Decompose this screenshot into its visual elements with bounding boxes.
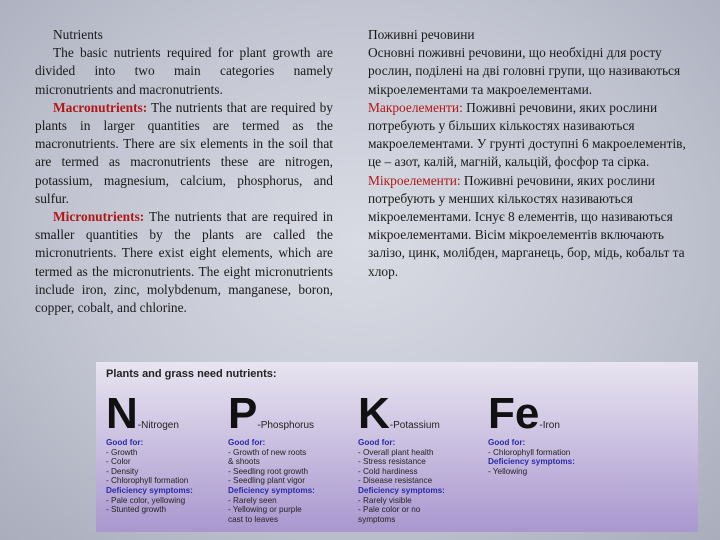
micro-label-uk: Мікроелементи: <box>368 172 461 188</box>
element-name: -Potassium <box>389 420 440 431</box>
good-for-item: - Seedling plant vigor <box>228 476 305 486</box>
element-symbol: K <box>358 389 390 438</box>
ukrainian-intro: Основні поживні речовини, що необхідні для росту рослин, поділені на дві головні групи, що називаються мікроелементами та макроелементами. <box>368 45 681 97</box>
good-for-item: - Color <box>106 457 131 467</box>
macronutrients-label: Macronutrients: <box>53 99 148 115</box>
good-for-item: - Cold hardiness <box>358 466 418 476</box>
deficiency-item: - Yellowing or purple <box>228 505 302 515</box>
deficiency-label: Deficiency symptoms: <box>228 485 315 495</box>
ukrainian-text-column <box>368 26 690 281</box>
good-for-label: Good for: <box>106 438 144 447</box>
deficiency-item: - Stunted growth <box>106 505 167 515</box>
element-header <box>228 389 368 438</box>
good-for-item: - Disease resistance <box>358 476 433 486</box>
element-details <box>488 438 628 476</box>
element-name: -Phosphorus <box>257 420 315 431</box>
poster-element-2 <box>358 389 498 524</box>
deficiency-item: - Pale color, yellowing <box>106 495 186 505</box>
deficiency-item: symptoms <box>358 514 396 524</box>
poster-element-3 <box>488 389 628 476</box>
element-symbol: N <box>106 389 138 438</box>
good-for-item: - Density <box>106 466 139 476</box>
english-text-column <box>35 26 333 317</box>
element-details <box>228 438 368 524</box>
element-header <box>358 389 498 438</box>
good-for-item: - Stress resistance <box>358 457 426 467</box>
element-details <box>106 438 246 515</box>
good-for-item: - Growth <box>106 447 138 457</box>
good-for-label: Good for: <box>358 438 396 447</box>
deficiency-item: - Pale color or no <box>358 505 421 515</box>
poster-title: Plants and grass need nutrients: <box>106 368 277 380</box>
good-for-item: - Chlorophyll formation <box>488 447 571 457</box>
deficiency-item: - Yellowing <box>488 466 528 476</box>
element-header <box>106 389 246 438</box>
english-micronutrients-paragraph: Micronutrients: The nutrients that are required in smaller quantities by the plants are called the micronutrients. There exist eight elements, which are termed as the micronutrients. The eight micronutrients include iron, zinc, molybdenum, manganese, boron, copper, cobalt, and chlorine. <box>35 209 333 316</box>
ukrainian-micro-paragraph: Мікроелементи: Поживні речовини, яких рослини потребують у менших кількостях називаються мікроелементами. Існує 8 елементів, що називаються мікроелементами. Вісім мікроелементів включають залізо, цинк, молібден, марганець, бор, мідь, кобальт та хлор. <box>368 172 685 279</box>
deficiency-label: Deficiency symptoms: <box>358 485 445 495</box>
good-for-item: & shoots <box>228 457 260 467</box>
good-for-label: Good for: <box>488 438 526 447</box>
element-symbol: P <box>228 389 258 438</box>
element-header <box>488 389 628 438</box>
english-macronutrients-paragraph: Macronutrients: The nutrients that are required by plants in larger quantities are termed as the macronutrients. There are six elements in the soil that are termed as macronutrients these are nitrogen, potassium, magnesium, calcium, phosphorus, and sulfur. <box>35 99 333 206</box>
deficiency-label: Deficiency symptoms: <box>106 485 193 495</box>
good-for-item: - Seedling root growth <box>228 466 309 476</box>
poster-element-1 <box>228 389 368 524</box>
ukrainian-heading: Поживні речовини <box>368 27 475 42</box>
good-for-item: - Chlorophyll formation <box>106 476 189 486</box>
english-heading: Nutrients <box>53 27 103 42</box>
micronutrients-label: Micronutrients: <box>53 209 145 225</box>
deficiency-item: cast to leaves <box>228 514 279 524</box>
good-for-item: - Overall plant health <box>358 447 434 457</box>
deficiency-label: Deficiency symptoms: <box>488 457 575 467</box>
english-intro: The basic nutrients required for plant growth are divided into two main categories namely micronutrients and macronutrients. <box>35 45 333 97</box>
element-details <box>358 438 498 524</box>
element-symbol: Fe <box>488 389 540 438</box>
macro-label-uk: Макроелементи: <box>368 99 463 115</box>
good-for-label: Good for: <box>228 438 266 447</box>
element-name: -Iron <box>539 420 560 431</box>
nutrients-poster-image <box>96 362 698 532</box>
good-for-item: - Growth of new roots <box>228 447 307 457</box>
element-name: -Nitrogen <box>137 420 179 431</box>
poster-element-0 <box>106 389 246 515</box>
deficiency-item: - Rarely seen <box>228 495 277 505</box>
ukrainian-macro-paragraph: Макроелементи: Поживні речовини, яких рослини потребують у більших кількостях називаються макроелементами. У грунті доступні 6 макроелементів, це – азот, калій, магній, кальцій, фосфор та сірка. <box>368 99 686 170</box>
deficiency-item: - Rarely visible <box>358 495 412 505</box>
